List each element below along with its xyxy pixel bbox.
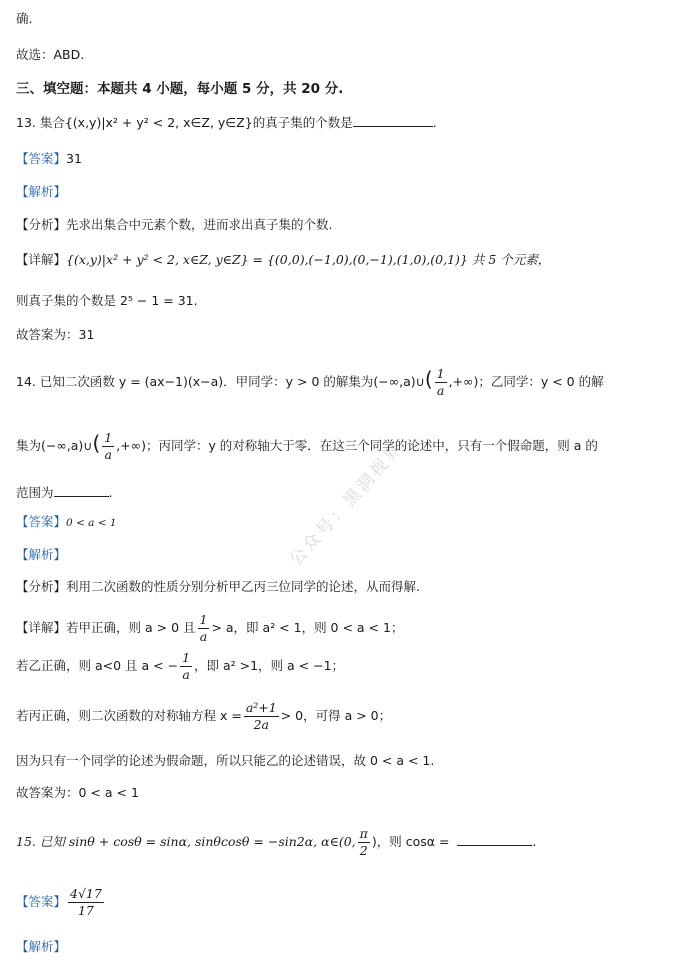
jiexi-tag: 【解析】 <box>16 184 67 199</box>
answer-tag: 【答案】 <box>16 151 67 166</box>
text-line: 故选：ABD. <box>16 47 85 62</box>
xiangjie-tag: 【详解】 <box>16 620 67 635</box>
numerator: π <box>359 826 368 841</box>
fraction <box>68 886 104 919</box>
answer-value: 0 < a < 1 <box>66 517 117 529</box>
numerator: 1 <box>199 612 208 627</box>
answer-line <box>16 513 117 532</box>
question-end: . <box>432 115 437 130</box>
fraction <box>435 366 447 399</box>
fraction <box>244 700 279 733</box>
denominator: a <box>182 667 190 682</box>
detail-text: 若丙正确，则二次函数的对称轴方程 x = <box>16 708 242 723</box>
answer-tag: 【答案】 <box>16 514 67 529</box>
question-end: . <box>108 485 113 500</box>
question-text: 范围为 <box>16 485 54 500</box>
paren: ( <box>92 431 101 455</box>
detail-text: ，即 a² >1，则 a < −1； <box>194 658 345 673</box>
fraction <box>198 612 210 645</box>
text-line: 则真子集的个数是 2⁵ − 1 = 31. <box>16 293 198 308</box>
numerator: 1 <box>182 650 191 665</box>
text-line: 确. <box>16 11 33 26</box>
fenxi-tag: 【分析】 <box>16 217 67 232</box>
detail-text: > 0，可得 a > 0； <box>280 708 392 723</box>
section-title: 三、填空题：本题共 4 小题，每小题 5 分，共 20 分. <box>16 81 344 97</box>
answer-blank <box>353 126 433 127</box>
question-text: ,+∞)；乙同学：y < 0 的解 <box>448 374 604 389</box>
question-text: 集为(−∞,a)∪ <box>16 438 93 453</box>
xiangjie-text: {(x,y)|x² + y² < 2, x∈Z, y∈Z} = {(0,0),(−1,0),(0,−1),(1,0),(0,1)} 共 5 个元素， <box>66 252 551 267</box>
fenxi-text: 先求出集合中元素个数，进而求出真子集的个数. <box>66 217 333 232</box>
jiexi-tag: 【解析】 <box>16 547 67 562</box>
detail-line <box>16 650 344 683</box>
fenxi-line <box>16 216 333 234</box>
question-text: 15. 已知 sinθ + cosθ = sinα, sinθcosθ = −sin2α, α∈(0, <box>16 834 356 849</box>
answer-blank <box>457 845 532 846</box>
xiangjie-line <box>16 251 550 269</box>
question-14-line2 <box>16 430 598 463</box>
fraction <box>180 650 192 683</box>
question-end: . <box>532 834 537 849</box>
question-13 <box>16 114 437 132</box>
answer-line <box>16 886 106 919</box>
question-text: ,+∞)；丙同学：y 的对称轴大于零．在这三个同学的论述中，只有一个假命题，则 a 的 <box>116 438 598 453</box>
question-text: 14. 已知二次函数 y = (ax−1)(x−a)．甲同学：y > 0 的解集为(−∞,a)∪ <box>16 374 425 389</box>
final-answer: 故答案为：0 < a < 1 <box>16 785 139 800</box>
question-15 <box>16 826 536 859</box>
fraction <box>358 826 370 859</box>
answer-tag: 【答案】 <box>16 894 67 909</box>
denominator: a <box>436 383 445 398</box>
fenxi-tag: 【分析】 <box>16 579 67 594</box>
numerator: 4√17 <box>70 886 102 901</box>
fraction <box>102 430 114 463</box>
detail-text: 若乙正确，则 a<0 且 a < − <box>16 658 179 673</box>
final-answer: 故答案为：31 <box>16 327 95 342</box>
denominator: 2 <box>359 843 368 858</box>
fenxi-text: 利用二次函数的性质分别分析甲乙丙三位同学的论述，从而得解. <box>66 579 420 594</box>
answer-value: 31 <box>66 151 82 166</box>
xiangjie-text: > a，即 a² < 1，则 0 < a < 1； <box>211 620 404 635</box>
question-14-line1 <box>16 366 604 399</box>
denominator: 17 <box>77 903 94 918</box>
watermark: 公众号：黑洞视界 <box>285 438 408 571</box>
xiangjie-line <box>16 612 403 645</box>
answer-blank <box>54 496 109 497</box>
detail-line: 因为只有一个同学的论述为假命题，所以只能乙的论述错误，故 0 < a < 1. <box>16 753 435 768</box>
question-14-line3 <box>16 484 113 502</box>
denominator: a <box>104 447 112 462</box>
question-text: 13. 集合{(x,y)|x² + y² < 2, x∈Z, y∈Z}的真子集的个数是 <box>16 115 353 130</box>
denominator: a <box>199 629 208 644</box>
jiexi-tag: 【解析】 <box>16 939 67 954</box>
fenxi-line <box>16 578 420 596</box>
question-text: )，则 cosα = <box>371 834 450 849</box>
xiangjie-tag: 【详解】 <box>16 252 67 267</box>
answer-line <box>16 150 82 168</box>
detail-line <box>16 700 391 733</box>
numerator: a²+1 <box>245 700 277 715</box>
numerator: 1 <box>104 430 113 445</box>
denominator: 2a <box>253 717 269 732</box>
xiangjie-text: 若甲正确，则 a > 0 且 <box>66 620 196 635</box>
paren: ( <box>424 367 433 391</box>
numerator: 1 <box>436 366 445 381</box>
